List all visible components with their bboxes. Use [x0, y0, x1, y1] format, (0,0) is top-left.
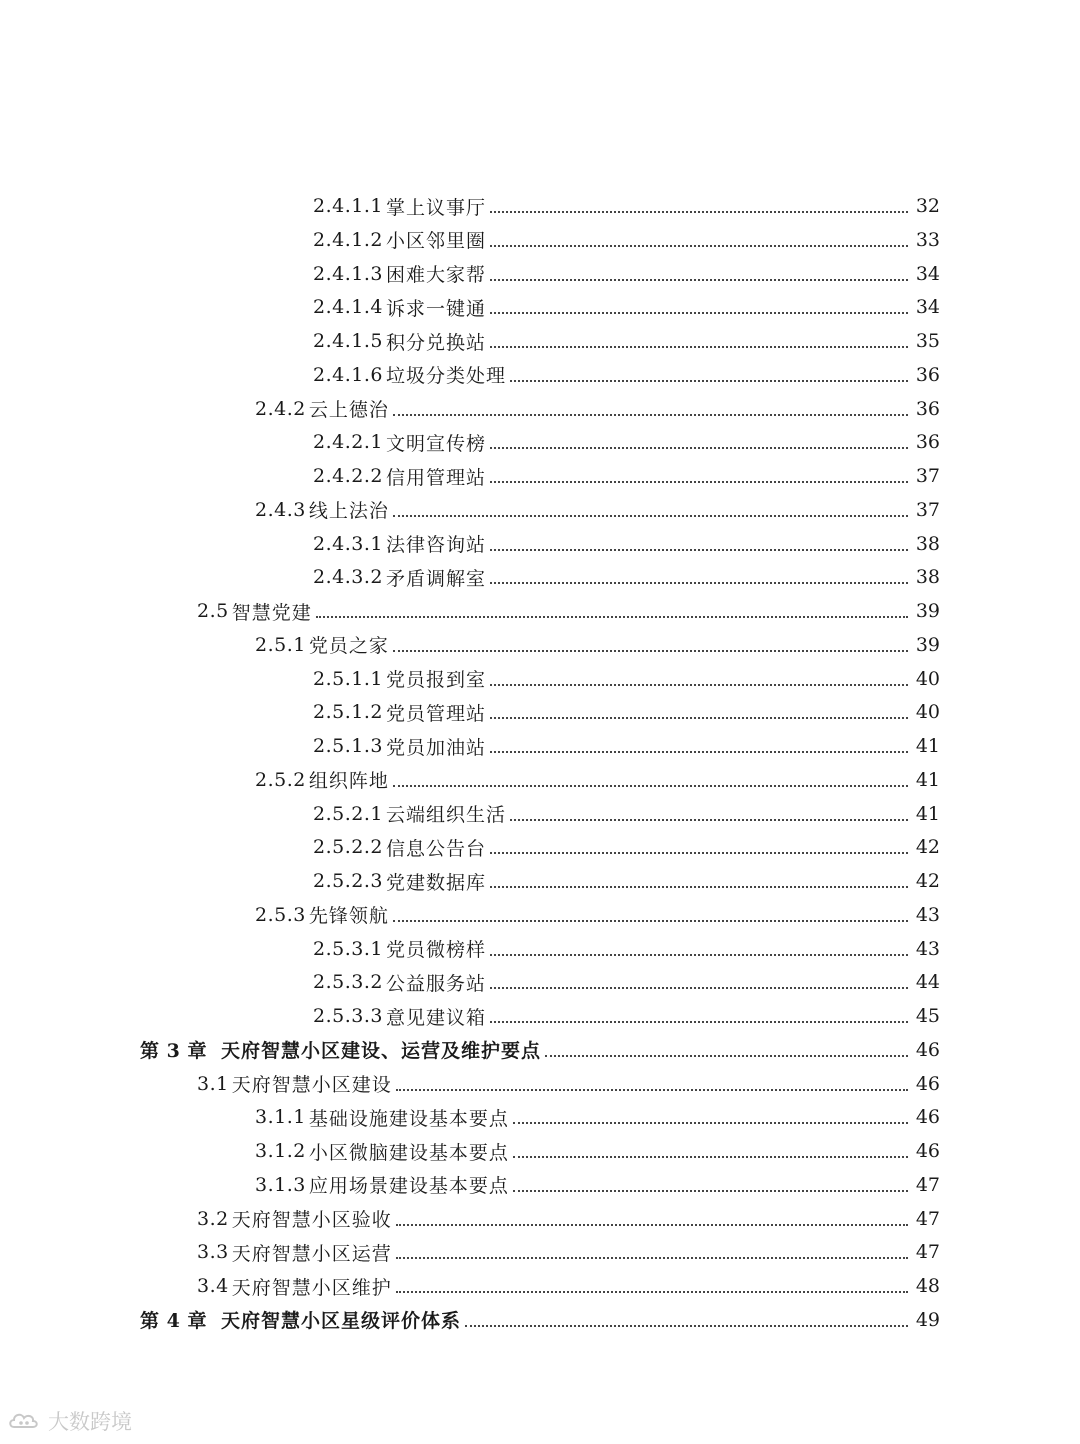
toc-entry-number: 2.4.2	[255, 397, 306, 420]
toc-entry[interactable]	[0, 695, 1080, 729]
toc-entry-title: 掌上议事厅	[385, 196, 486, 219]
toc-leader-dots	[490, 481, 908, 483]
toc-entry-number: 2.5.3.1	[313, 937, 383, 960]
toc-entry-page: 35	[915, 330, 940, 352]
toc-entry-title: 党员管理站	[385, 702, 486, 725]
toc-entry-title: 云端组织生活	[385, 804, 506, 826]
toc-leader-dots	[465, 1325, 908, 1327]
toc-entry-page: 36	[915, 431, 940, 454]
toc-entry-title: 信息公告台	[385, 837, 486, 860]
toc-leader-dots	[490, 447, 908, 449]
toc-leader-dots	[490, 582, 908, 584]
toc-leader-dots	[510, 380, 908, 382]
toc-entry-page: 40	[915, 667, 940, 690]
toc-leader-dots	[393, 515, 908, 517]
toc-entry-page: 41	[915, 802, 940, 825]
toc-entry[interactable]	[0, 1303, 1080, 1337]
toc-entry-number: 2.4.1.1	[313, 195, 383, 217]
toc-entry-page: 36	[915, 363, 940, 386]
watermark	[8, 1404, 132, 1438]
toc-entry-number: 3.4	[197, 1275, 229, 1297]
toc-leader-dots	[490, 1021, 908, 1023]
toc-entry-page: 43	[915, 903, 940, 926]
toc-entry[interactable]	[0, 965, 1080, 999]
toc-entry-title: 法律咨询站	[385, 534, 486, 556]
toc-entry-number: 3.1.2	[255, 1140, 306, 1162]
toc-entry-page: 39	[915, 600, 940, 622]
toc-entry-page: 38	[915, 532, 940, 555]
toc-entry-title: 智慧党建	[231, 601, 312, 624]
toc-entry-page: 33	[915, 228, 940, 251]
toc-entry-number: 2.5.2.2	[313, 836, 383, 859]
toc-entry-number: 2.4.3	[255, 498, 306, 521]
toc-entry[interactable]	[0, 527, 1080, 561]
toc-entry-number: 3.1	[197, 1072, 229, 1095]
toc-entry[interactable]	[0, 628, 1080, 662]
toc-leader-dots	[545, 1055, 908, 1057]
toc-entry-title: 小区邻里圈	[385, 230, 486, 253]
toc-entry-page: 36	[915, 397, 940, 420]
toc-leader-dots	[396, 1224, 908, 1226]
toc-entry[interactable]	[0, 932, 1080, 966]
toc-entry-title: 天府智慧小区建设、运营及维护要点	[220, 1040, 541, 1063]
toc-entry-number: 2.4.1.5	[313, 330, 383, 352]
toc-entry-page: 41	[915, 768, 940, 791]
toc-entry-title: 意见建议箱	[385, 1006, 486, 1029]
toc-entry-number: 2.5.1.3	[313, 735, 383, 757]
toc-entry-number: 2.5.2.1	[313, 802, 383, 825]
toc-entry[interactable]	[0, 290, 1080, 324]
toc-entry-page: 42	[915, 836, 940, 859]
toc-entry-title: 小区微脑建设基本要点	[308, 1141, 509, 1164]
toc-entry-number: 3.2	[197, 1207, 229, 1230]
toc-entry-number: 2.4.1.2	[313, 228, 383, 251]
toc-entry-page: 47	[915, 1207, 940, 1230]
toc-entry-title: 基础设施建设基本要点	[308, 1107, 509, 1130]
toc-entry-number: 2.4.1.3	[313, 262, 383, 285]
toc-entry-title: 天府智慧小区建设	[231, 1074, 392, 1096]
toc-leader-dots	[393, 650, 908, 652]
toc-entry-number: 2.4.2.2	[313, 465, 383, 487]
toc-entry-page: 46	[915, 1072, 940, 1095]
toc-leader-dots	[490, 211, 908, 213]
toc-entry-title: 党员报到室	[385, 669, 486, 691]
toc-entry[interactable]	[0, 830, 1080, 864]
toc-entry-title: 天府智慧小区验收	[231, 1209, 392, 1231]
toc-entry[interactable]	[0, 358, 1080, 392]
toc-entry-number: 2.4.2.1	[313, 431, 383, 454]
toc-leader-dots	[396, 1291, 908, 1293]
toc-entry-page: 46	[915, 1038, 940, 1061]
toc-entry-page: 49	[915, 1308, 940, 1331]
toc-entry[interactable]	[0, 1067, 1080, 1101]
toc-entry-number: 2.5.3.2	[313, 971, 383, 994]
toc-entry-number: 2.5.3.3	[313, 1005, 383, 1027]
toc-leader-dots	[490, 852, 908, 854]
toc-entry-page: 43	[915, 937, 940, 960]
toc-entry-page: 34	[915, 296, 940, 319]
toc-entry-number: 2.4.3.1	[313, 532, 383, 555]
toc-entry[interactable]	[0, 189, 1080, 223]
toc-entry[interactable]	[0, 1202, 1080, 1236]
toc-entry[interactable]	[0, 392, 1080, 426]
toc-entry[interactable]	[0, 1235, 1080, 1269]
toc-entry-title: 积分兑换站	[385, 331, 486, 354]
toc-entry[interactable]	[0, 1269, 1080, 1303]
toc-entry-page: 42	[915, 870, 940, 892]
toc-entry-title: 困难大家帮	[385, 264, 486, 286]
toc-leader-dots	[396, 1089, 908, 1091]
toc-entry-title: 先锋领航	[308, 905, 389, 928]
toc-entry[interactable]	[0, 257, 1080, 291]
toc-entry[interactable]	[0, 560, 1080, 594]
toc-entry[interactable]	[0, 1134, 1080, 1168]
toc-entry-title: 党员之家	[308, 635, 389, 658]
toc-entry-page: 37	[915, 465, 940, 487]
toc-entry-number: 2.4.1.4	[313, 296, 383, 319]
toc-entry-number: 3.1.1	[255, 1106, 306, 1129]
toc-entry[interactable]	[0, 898, 1080, 932]
toc-entry-page: 39	[915, 633, 940, 656]
toc-entry-page: 34	[915, 262, 940, 285]
toc-entry-page: 47	[915, 1173, 940, 1196]
toc-entry[interactable]	[0, 324, 1080, 358]
toc-leader-dots	[393, 920, 908, 922]
toc-leader-dots	[490, 717, 908, 719]
toc-entry-title: 党员微榜样	[385, 939, 486, 961]
toc-entry-number: 2.5.3	[255, 903, 306, 926]
toc-leader-dots	[490, 346, 908, 348]
toc-entry-number: 2.5	[197, 600, 229, 622]
toc-entry-number: 第 4 章	[140, 1310, 207, 1333]
toc-entry-page: 32	[915, 195, 940, 217]
toc-leader-dots	[513, 1190, 908, 1192]
toc-entry-title: 文明宣传榜	[385, 432, 486, 455]
toc-leader-dots	[393, 414, 908, 416]
toc-entry-page: 38	[915, 566, 940, 589]
toc-leader-dots	[396, 1257, 908, 1259]
toc-entry[interactable]	[0, 763, 1080, 797]
cloud-logo-icon	[8, 1410, 42, 1432]
toc-leader-dots	[316, 616, 908, 618]
toc-leader-dots	[490, 886, 908, 888]
toc-entry[interactable]	[0, 425, 1080, 459]
toc-leader-dots	[490, 279, 908, 281]
toc-entry-title: 公益服务站	[385, 972, 486, 995]
toc-entry[interactable]	[0, 594, 1080, 628]
toc-entry-number: 2.5.1.2	[313, 701, 383, 724]
toc-entry-title: 天府智慧小区运营	[231, 1242, 392, 1265]
toc-entry-number: 2.4.3.2	[313, 566, 383, 589]
toc-entry-number: 3.3	[197, 1241, 229, 1264]
toc-entry-title: 信用管理站	[385, 466, 486, 489]
toc-leader-dots	[490, 751, 908, 753]
toc-entry-number: 2.4.1.6	[313, 363, 383, 386]
watermark-text: 大数跨境	[48, 1410, 132, 1434]
toc-entry[interactable]	[0, 864, 1080, 898]
toc-entry[interactable]	[0, 1168, 1080, 1202]
toc-entry-page: 40	[915, 701, 940, 724]
toc-entry-page: 46	[915, 1140, 940, 1162]
toc-leader-dots	[513, 1122, 908, 1124]
toc-entry-page: 47	[915, 1241, 940, 1264]
toc-entry-number: 3.1.3	[255, 1173, 306, 1196]
toc-entry[interactable]	[0, 662, 1080, 696]
toc-leader-dots	[490, 684, 908, 686]
toc-entry-title: 线上法治	[308, 500, 389, 523]
toc-entry-page: 46	[915, 1106, 940, 1129]
toc-leader-dots	[490, 245, 908, 247]
toc-entry-title: 矛盾调解室	[385, 567, 486, 590]
toc-entry-title: 党员加油站	[385, 736, 486, 759]
toc-entry[interactable]	[0, 1100, 1080, 1134]
toc-entry-title: 垃圾分类处理	[385, 365, 506, 388]
toc-leader-dots	[490, 312, 908, 314]
toc-entry-page: 41	[915, 735, 940, 757]
toc-entry[interactable]	[0, 459, 1080, 493]
toc-entry-number: 2.5.2.3	[313, 870, 383, 892]
toc-leader-dots	[510, 819, 908, 821]
toc-entry-number: 第 3 章	[140, 1040, 207, 1063]
toc-leader-dots	[393, 785, 908, 787]
toc-entry-number: 2.5.1	[255, 633, 306, 656]
toc-entry[interactable]	[0, 493, 1080, 527]
toc-entry-page: 45	[915, 1005, 940, 1027]
toc-entry-title: 党建数据库	[385, 871, 486, 894]
toc-entry-title: 应用场景建设基本要点	[308, 1175, 509, 1198]
toc-entry-title: 诉求一键通	[385, 297, 486, 320]
toc-entry[interactable]	[0, 797, 1080, 831]
toc-entry-title: 天府智慧小区维护	[231, 1276, 392, 1299]
toc-entry-number: 2.5.1.1	[313, 667, 383, 690]
toc-entry-number: 2.5.2	[255, 768, 306, 791]
toc-entry[interactable]	[0, 999, 1080, 1033]
toc-entry-title: 组织阵地	[308, 770, 389, 793]
toc-leader-dots	[513, 1156, 908, 1158]
toc-entry-page: 48	[915, 1275, 940, 1297]
toc-leader-dots	[490, 987, 908, 989]
toc-entry[interactable]	[0, 729, 1080, 763]
toc-entry[interactable]	[0, 223, 1080, 257]
toc-entry[interactable]	[0, 1033, 1080, 1067]
toc-leader-dots	[490, 549, 908, 551]
toc-entry-title: 云上德治	[308, 399, 389, 421]
toc-entry-page: 44	[915, 971, 940, 994]
toc-entry-page: 37	[915, 498, 940, 521]
toc-leader-dots	[490, 954, 908, 956]
toc-entry-title: 天府智慧小区星级评价体系	[220, 1310, 461, 1333]
